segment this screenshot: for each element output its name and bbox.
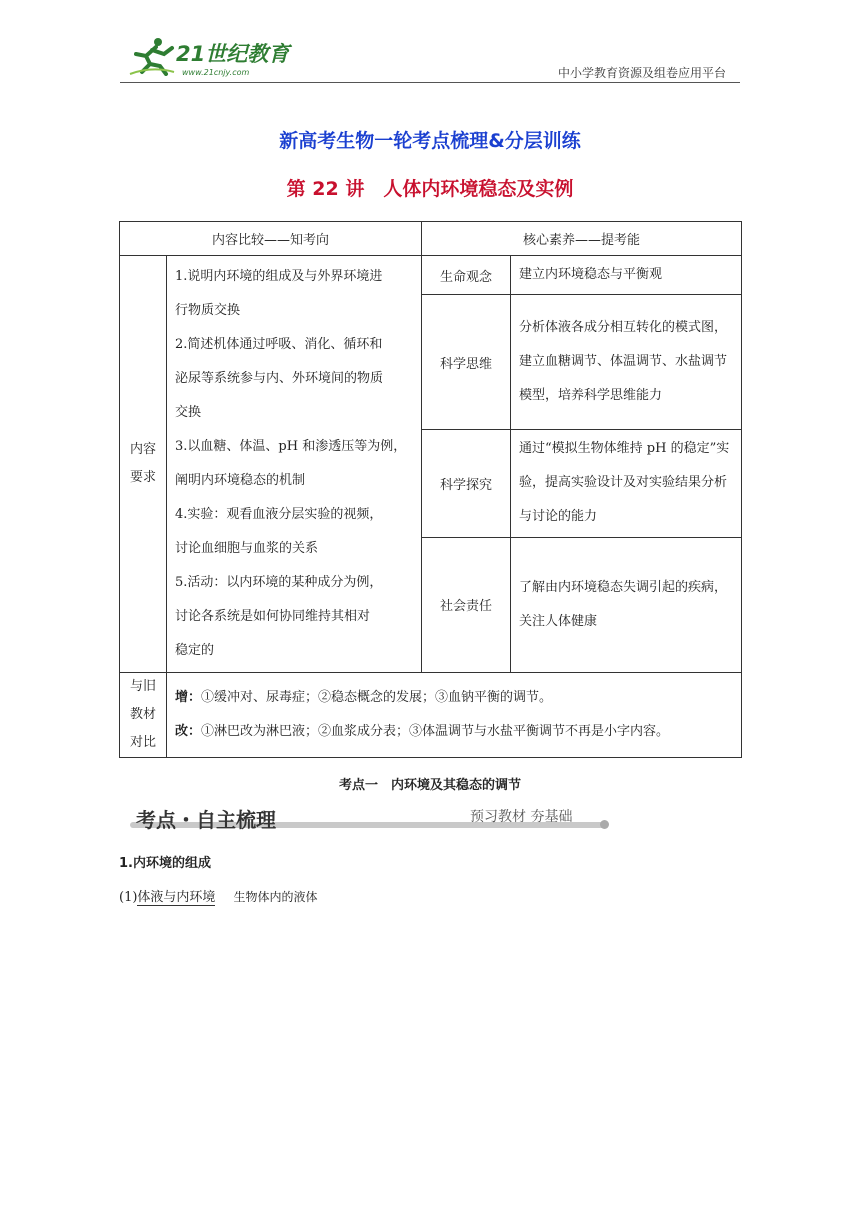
literacy-desc: 建立内环境稳态与平衡观 [511, 256, 742, 295]
list-item: 讨论各系统是如何协同维持其相对 [175, 609, 371, 624]
doc-title: 新高考生物一轮考点梳理&分层训练 [279, 130, 581, 152]
literacy-desc: 分析体液各成分相互转化的模式图，建立血糖调节、体温调节、水盐调节模型，培养科学思维能力 [511, 295, 742, 429]
col1-header: 内容比较——知考向 [120, 222, 422, 256]
list-item: 稳定的 [175, 643, 215, 658]
literacy-term: 生命观念 [422, 256, 511, 295]
platform-label: 中小学教育资源及组卷应用平台 [557, 66, 726, 80]
list-item: 4.实验：观看血液分层实验的视频， [175, 507, 383, 522]
subsection-heading: 1.内环境的组成 [119, 856, 211, 871]
list-item: 交换 [175, 405, 202, 420]
overview-table [119, 221, 742, 758]
requirements-list [167, 256, 422, 673]
list-item: 5.活动：以内环境的某种成分为例， [175, 575, 383, 590]
page-header [120, 30, 740, 86]
changed-content: 改：①淋巴改为淋巴液；②血浆成分表；③体温调节与水盐平衡调节不再是小字内容。 [175, 724, 670, 739]
literacy-term: 社会责任 [422, 537, 511, 672]
list-item: 1.说明内环境的组成及与外界环境进 [175, 269, 383, 284]
literacy-desc: 通过“模拟生物体维持 pH 的稳定”实验，提高实验设计及对实验结果分析与讨论的能力 [511, 429, 742, 537]
term-note: 生物体内的液体 [233, 890, 318, 904]
col2-header: 核心素养——提考能 [422, 222, 742, 256]
underlined-term: 体液与内环境 [137, 890, 216, 905]
list-item: 阐明内环境稳态的机制 [175, 473, 306, 488]
banner-heading: 考点・自主梳理 [136, 808, 276, 832]
section-banner [130, 802, 610, 832]
banner-subheading: 预习教材 夯基础 [470, 809, 573, 825]
logo-text: 21世纪教育 [176, 42, 290, 66]
added-content: 增：①缓冲对、尿毒症；②稳态概念的发展；③血钠平衡的调节。 [175, 690, 553, 705]
list-item: 3.以血糖、体温、pH 和渗透压等为例， [175, 439, 407, 454]
literacy-term: 科学探究 [422, 429, 511, 537]
lesson-title: 第 22 讲 人体内环境稳态及实例 [286, 178, 574, 200]
literacy-desc: 了解由内环境稳态失调引起的疾病，关注人体健康 [511, 537, 742, 672]
list-item: 泌尿等系统参与内、外环境间的物质 [175, 371, 384, 386]
banner-dot-icon [600, 820, 609, 829]
section-title: 考点一 内环境及其稳态的调节 [338, 778, 521, 793]
list-item: 2.简述机体通过呼吸、消化、循环和 [175, 337, 383, 352]
comparison-text [167, 673, 742, 758]
category-content-requirements: 内容 要求 [120, 256, 167, 673]
runner-logo-icon [128, 36, 176, 76]
logo-url: www.21cnjy.com [182, 68, 250, 77]
header-divider [120, 82, 740, 83]
literacy-term: 科学思维 [422, 295, 511, 429]
list-item: 行物质交换 [175, 303, 241, 318]
logo [124, 34, 294, 80]
list-item: 讨论血细胞与血浆的关系 [175, 541, 319, 556]
category-textbook-comparison: 与旧 教材 对比 [120, 673, 167, 758]
paragraph: (1)体液与内环境 生物体内的液体 [119, 890, 318, 905]
